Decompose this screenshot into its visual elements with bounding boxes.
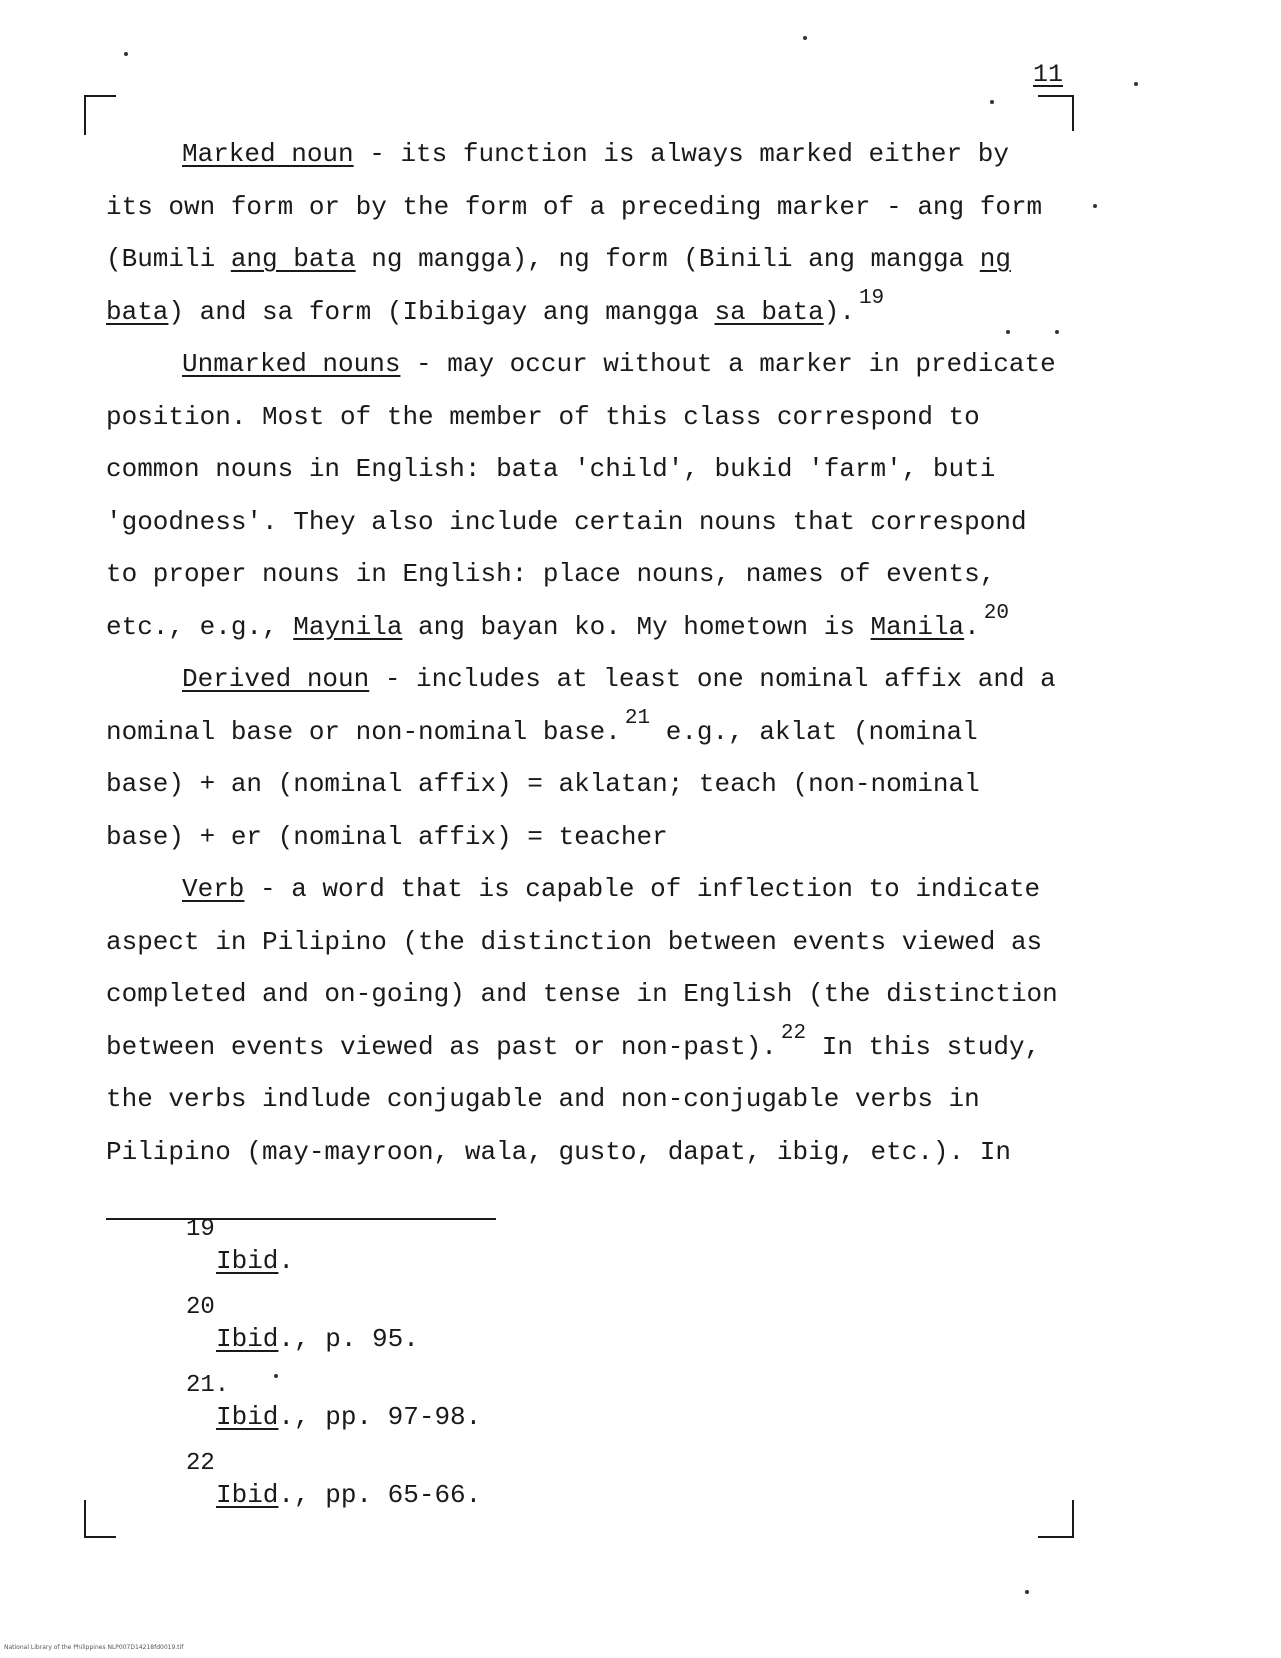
body-text xyxy=(106,128,1066,1178)
footnote-ref: 21 xyxy=(624,706,651,730)
footnote-ref: 20 xyxy=(983,601,1009,625)
paragraph-unmarked-nouns xyxy=(106,338,1066,653)
example: ang bata xyxy=(230,244,356,274)
text: ) and sa form (Ibibigay ang mangga xyxy=(168,296,715,327)
text: In this study, the verbs indlude conjugable and non-conjugable verbs in Pilipino (may-mayroon, wala, gusto, dapat, ibig, etc.). In xyxy=(106,1031,1041,1167)
scan-speck xyxy=(1093,204,1097,208)
footnote-text xyxy=(216,1480,481,1510)
text: - a word that is capable of inflection to indicate aspect in Pilipino (the distinction between events viewed as completed and on-going) and tense in English (the distinction between events viewed as past or non-past). xyxy=(106,874,1058,1062)
text: - includes at least one nominal affix and a nominal base or non-nominal base. xyxy=(106,664,1056,747)
footnote-number: 22 xyxy=(186,1450,215,1477)
corner-mark-top-right xyxy=(1038,95,1074,131)
scan-speck xyxy=(1006,330,1010,334)
scan-speck xyxy=(1055,330,1059,334)
ibid: Ibid xyxy=(216,1324,279,1354)
corner-mark-bottom-left xyxy=(84,1500,116,1538)
paragraph-marked-noun xyxy=(106,128,1066,338)
example: Manila xyxy=(870,611,965,642)
footnote-number: 20 xyxy=(186,1294,215,1321)
text: ). xyxy=(823,296,855,327)
footnote-text xyxy=(216,1324,419,1354)
scan-speck xyxy=(1134,82,1138,86)
footnote-ref: 19 xyxy=(858,286,885,310)
term-marked-noun: Marked noun xyxy=(182,139,354,169)
text: . xyxy=(964,611,980,642)
footnote-rule xyxy=(106,1218,496,1220)
footnote-rest: . xyxy=(278,1246,295,1276)
text: ang bayan ko. My hometown is xyxy=(402,611,871,642)
scan-speck xyxy=(1025,1590,1029,1594)
term-unmarked-nouns: Unmarked nouns xyxy=(182,349,401,379)
footnote-text xyxy=(216,1246,294,1276)
footnote-ref: 22 xyxy=(780,1021,807,1045)
text: e.g., aklat (nominal base) + an (nominal affix) = aklatan; teach (non-nominal base) + er (nominal affix) = teacher xyxy=(106,716,980,852)
scan-speck xyxy=(803,36,807,40)
example: ng bata xyxy=(106,244,1011,327)
footnote-rest: ., pp. 97-98. xyxy=(278,1402,482,1432)
text: ng mangga), ng form (Binili ang mangga xyxy=(355,244,980,274)
corner-mark-bottom-right xyxy=(1038,1500,1074,1538)
scan-footer: National Library of the Philippines NLP007D14218fd0019.tif xyxy=(4,1644,184,1651)
footnote-rest: ., pp. 65-66. xyxy=(278,1480,482,1510)
ibid: Ibid xyxy=(216,1480,279,1510)
footnote-number: 21. xyxy=(186,1372,230,1399)
scan-speck xyxy=(274,1374,278,1378)
page-number: 11 xyxy=(1033,60,1064,89)
scan-speck xyxy=(124,52,128,56)
term-verb: Verb xyxy=(182,874,245,904)
paragraph-verb xyxy=(106,863,1066,1178)
ibid: Ibid xyxy=(216,1246,279,1276)
scan-speck xyxy=(990,100,994,104)
text: - its function is always marked either by its own form or by the form of a preceding marker - ang form (Bumili xyxy=(106,139,1043,274)
example: sa bata xyxy=(714,296,824,327)
ibid: Ibid xyxy=(216,1402,279,1432)
text: - may occur without a marker in predicate position. Most of the member of this class correspond to common nouns in English: bata 'child', bukid 'farm', buti 'goodness'. They also include certain nouns that correspond to proper nouns in English: place nouns, names of events, etc., e.g., xyxy=(106,349,1056,642)
footnote-number: 19 xyxy=(186,1216,215,1243)
footnote-rest: ., p. 95. xyxy=(278,1324,419,1354)
example: Maynila xyxy=(293,611,403,642)
footnote-text xyxy=(216,1402,481,1432)
paragraph-derived-noun xyxy=(106,653,1066,863)
term-derived-noun: Derived noun xyxy=(182,664,370,694)
